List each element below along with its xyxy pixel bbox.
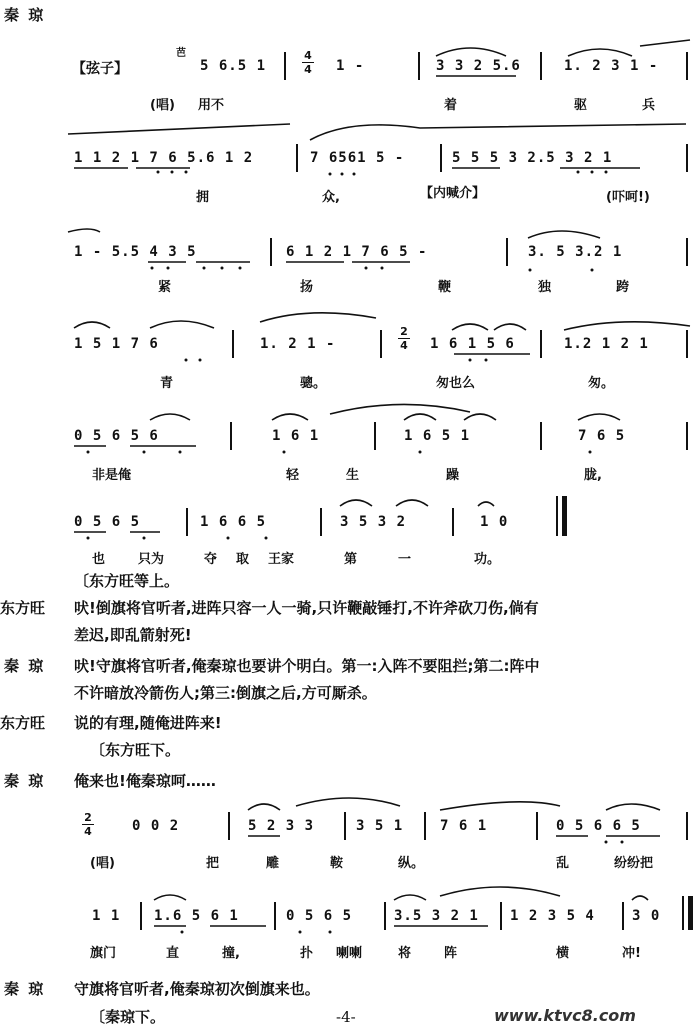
slur-mark xyxy=(578,414,620,420)
row5-bar-4 xyxy=(686,422,688,450)
row2-measure-2: 7 6561 5 - xyxy=(310,150,405,166)
row4-lyric: 匆。 xyxy=(588,376,615,391)
row3-lyric: 跨 xyxy=(616,280,630,295)
dialog-speaker: 东方旺 xyxy=(0,599,46,617)
row6-measure-2: 1 6 6 5 xyxy=(200,514,267,530)
row1-lyric: 驱 xyxy=(574,98,588,113)
row5-lyric: 非是俺 xyxy=(92,468,132,483)
row8-lyric: 旗门 xyxy=(90,946,117,961)
row7-measure-1: 5 2 3 3 xyxy=(248,818,315,834)
row8-bar-4 xyxy=(500,902,502,930)
row1-measure-1: 1 - xyxy=(336,58,365,74)
row7-bar-4 xyxy=(686,812,688,840)
row2-measure-3: 5 5 5 3 2.5 3 2 1 xyxy=(452,150,613,166)
row4-measure-2: 1. 2 1 - xyxy=(260,336,336,352)
row7-measure-4: 0 5 6 6 5 xyxy=(556,818,641,834)
row6-measure-4: 1 0 xyxy=(480,514,509,530)
row7-bar-0 xyxy=(228,812,230,840)
dialog-line: 差迟,即乱箭射死! xyxy=(74,626,192,644)
slur-mark xyxy=(396,500,428,506)
row7-measure-0: 0 0 2 xyxy=(132,818,180,834)
row7-lyric: 乱 xyxy=(556,856,570,871)
row7-bar-2 xyxy=(424,812,426,840)
dialog-speaker: 东方旺 xyxy=(0,714,46,732)
dialog-line: 俺来也!俺秦琼呵…… xyxy=(74,772,216,790)
row5-lyric: 生 xyxy=(346,468,360,483)
slur-mark xyxy=(464,414,496,420)
row8-lyric: 直 xyxy=(166,946,180,961)
row7-lyric: 鞍 xyxy=(330,856,344,871)
row3-measure-1: 1 - 5.5 4 3 5 xyxy=(74,244,197,260)
row6-final-bar-thin xyxy=(556,496,558,536)
dialog-line: 吠!倒旗将官听者,进阵只容一人一骑,只许鞭敲锤打,不许斧砍刀伤,倘有 xyxy=(74,599,539,617)
row3-measure-2: 6 1 2 1 7 6 5 - xyxy=(286,244,428,260)
row8-lyric: 横 xyxy=(556,946,570,961)
tie-mark xyxy=(640,40,690,46)
slur-mark xyxy=(440,887,560,896)
row8-measure-5: 1 2 3 5 4 xyxy=(510,908,595,924)
row7-lyric: 把 xyxy=(206,856,220,871)
slur-mark xyxy=(150,414,190,420)
row8-measure-4: 3.5 3 2 1 xyxy=(394,908,479,924)
row6-bar-1 xyxy=(186,508,188,536)
tie-mark xyxy=(68,124,290,134)
row5-bar-2 xyxy=(374,422,376,450)
slur-mark xyxy=(404,414,436,420)
slur-mark xyxy=(296,798,400,806)
row5-measure-3: 1 6 5 1 xyxy=(404,428,471,444)
row6-lyric: 一 xyxy=(398,552,412,567)
row6-bar-3 xyxy=(452,508,454,536)
row1-lyric: 着 xyxy=(444,98,458,113)
row8-lyric: 扑 xyxy=(300,946,314,961)
slur-mark xyxy=(68,229,100,232)
row6-bar-2 xyxy=(320,508,322,536)
stage-direction: 〔秦琼下。 xyxy=(90,1008,166,1026)
row8-measure-2: 1.6 5 6 1 xyxy=(154,908,239,924)
row6-final-bar-thick xyxy=(562,496,567,536)
row4-lyric: 骢。 xyxy=(300,376,327,391)
row3-lyric: 紧 xyxy=(158,280,172,295)
row6-measure-3: 3 5 3 2 xyxy=(340,514,407,530)
row2-measure-1: 1 1 2 1 7 6 5.6 1 2 xyxy=(74,150,254,166)
row8-lyric: 冲! xyxy=(622,946,641,961)
row1-bar-3 xyxy=(686,52,688,80)
stage-direction: 〔东方旺等上。 xyxy=(74,572,180,590)
row8-lyric: 撞, xyxy=(222,946,240,961)
row2-bar-3 xyxy=(686,144,688,172)
row8-bar-2 xyxy=(274,902,276,930)
row5-bar-3 xyxy=(540,422,542,450)
slur-mark xyxy=(436,48,506,56)
row4-measure-1: 1 5 1 7 6 xyxy=(74,336,159,352)
row8-bar-3 xyxy=(384,902,386,930)
row1-pickup: 5 6.5 1 xyxy=(200,58,267,74)
row1-lyric: 兵 xyxy=(642,98,656,113)
row6-lyric: 取 xyxy=(236,552,250,567)
row2-lyric: 拥 xyxy=(196,190,210,205)
slur-mark xyxy=(150,321,214,328)
row3-bar-2 xyxy=(506,238,508,266)
slur-mark xyxy=(330,404,470,414)
row7-lyric-lead: (唱) xyxy=(90,856,115,871)
row5-bar-1 xyxy=(230,422,232,450)
row4-bar-1 xyxy=(232,330,234,358)
row2-bar-1 xyxy=(296,144,298,172)
slur-mark xyxy=(606,804,660,810)
slur-mark xyxy=(494,324,526,330)
slur-mark xyxy=(564,322,690,330)
row1-lyric: 用不 xyxy=(198,98,225,113)
row1-measure-2: 3 3 2 5.6 xyxy=(436,58,521,74)
time-signature-row1: 4 4 xyxy=(302,50,314,75)
row6-lyric: 只为 xyxy=(138,552,165,567)
page-number: -4- xyxy=(336,1008,356,1026)
row5-measure-2: 1 6 1 xyxy=(272,428,320,444)
row4-bar-3 xyxy=(540,330,542,358)
row5-lyric: 轻 xyxy=(286,468,300,483)
row8-measure-1: 1 1 xyxy=(92,908,121,924)
row1-lyric-lead: (唱) xyxy=(150,98,175,113)
dialog-line: 说的有理,随俺进阵来! xyxy=(74,714,222,732)
row8-lyric: 喇喇 xyxy=(336,946,363,961)
row1-measure-3: 1. 2 3 1 - xyxy=(564,58,659,74)
dialog-line: 吠!守旗将官听者,俺秦琼也要讲个明白。第一:入阵不要阻拦;第二:阵中 xyxy=(74,657,540,675)
row1-bar-1 xyxy=(418,52,420,80)
row4-lyric: 青 xyxy=(160,376,174,391)
row6-lyric: 夺 xyxy=(204,552,218,567)
row3-lyric: 独 xyxy=(538,280,552,295)
time-signature-row4: 2 4 xyxy=(398,326,410,351)
stage-direction-shout: (吓呵!) xyxy=(606,190,650,205)
fermata-mark xyxy=(478,502,494,506)
dialog-speaker: 秦 琼 xyxy=(4,772,46,790)
row6-lyric: 功。 xyxy=(474,552,501,567)
slur-mark xyxy=(394,895,426,900)
row7-lyric: 纷纷把 xyxy=(614,856,654,871)
speaker-name-top: 秦 琼 xyxy=(4,6,46,24)
row4-measure-3: 1 6 1 5 6 xyxy=(430,336,515,352)
row5-measure-4: 7 6 5 xyxy=(578,428,626,444)
fermata-mark xyxy=(632,896,648,900)
row2-bar-2 xyxy=(440,144,442,172)
slur-mark xyxy=(248,804,280,810)
row5-measure-1: 0 5 6 5 6 xyxy=(74,428,159,444)
tune-label: 【弦子】 xyxy=(72,61,128,77)
row6-lyric: 也 xyxy=(92,552,106,567)
row3-bar-1 xyxy=(270,238,272,266)
slur-mark xyxy=(568,49,632,56)
row4-measure-4: 1.2 1 2 1 xyxy=(564,336,649,352)
row7-measure-3: 7 6 1 xyxy=(440,818,488,834)
row3-measure-3: 3. 5 3.2 1 xyxy=(528,244,623,260)
row8-measure-6: 3 0 xyxy=(632,908,661,924)
dialog-speaker: 秦 琼 xyxy=(4,980,46,998)
row6-lyric: 王家 xyxy=(268,552,295,567)
row8-bar-5 xyxy=(622,902,624,930)
row6-measure-1: 0 5 6 5 xyxy=(74,514,141,530)
slur-mark xyxy=(260,313,376,322)
row8-final-bar-thin xyxy=(682,896,684,930)
row5-lyric: 躁 xyxy=(446,468,460,483)
stage-direction: 〔东方旺下。 xyxy=(90,741,181,759)
slur-mark xyxy=(74,322,110,328)
grace-note: 芭 xyxy=(176,48,187,59)
row7-bar-1 xyxy=(344,812,346,840)
row7-bar-3 xyxy=(536,812,538,840)
dialog-line: 守旗将官听者,俺秦琼初次倒旗来也。 xyxy=(74,980,320,998)
row1-bar-start xyxy=(284,52,286,80)
row1-bar-2 xyxy=(540,52,542,80)
slur-mark xyxy=(310,124,686,140)
row7-lyric: 雕 xyxy=(266,856,280,871)
row4-lyric: 匆也么 xyxy=(436,376,476,391)
dialog-speaker: 秦 琼 xyxy=(4,657,46,675)
row4-bar-4 xyxy=(686,330,688,358)
slur-mark xyxy=(272,414,308,420)
row8-lyric: 阵 xyxy=(444,946,458,961)
row2-lyric: 众, xyxy=(322,190,340,205)
slur-mark xyxy=(452,324,488,330)
row7-lyric: 纵。 xyxy=(398,856,425,871)
row4-bar-2 xyxy=(380,330,382,358)
row8-bar-1 xyxy=(140,902,142,930)
slur-mark xyxy=(340,500,372,506)
time-signature-row7: 2 4 xyxy=(82,812,94,837)
row8-final-bar-thick xyxy=(688,896,693,930)
watermark: www.ktvc8.com xyxy=(494,1006,636,1025)
row3-bar-3 xyxy=(686,238,688,266)
slur-mark xyxy=(154,895,186,900)
slur-mark xyxy=(440,802,560,810)
dialog-line: 不许暗放冷箭伤人;第三:倒旗之后,方可厮杀。 xyxy=(74,684,377,702)
stage-direction-inner: 【内喊介】 xyxy=(420,186,486,201)
row6-lyric: 第 xyxy=(344,552,358,567)
row3-lyric: 鞭 xyxy=(438,280,452,295)
row3-lyric: 扬 xyxy=(300,280,314,295)
row8-lyric: 将 xyxy=(398,946,412,961)
row5-lyric: 胧, xyxy=(584,468,602,483)
row7-measure-2: 3 5 1 xyxy=(356,818,404,834)
slur-mark xyxy=(528,231,600,238)
row8-measure-3: 0 5 6 5 xyxy=(286,908,353,924)
